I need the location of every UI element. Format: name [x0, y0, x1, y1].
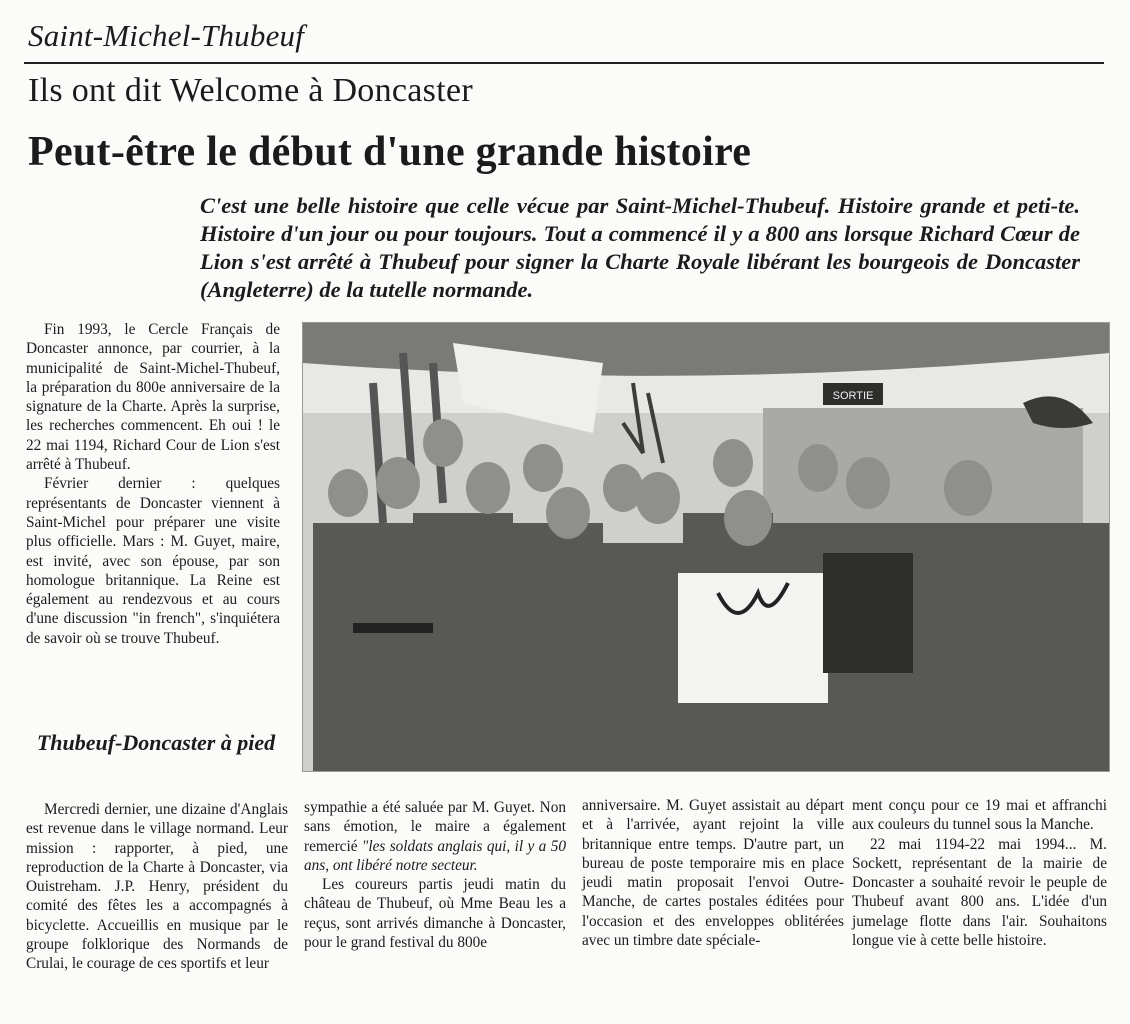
- column-1-bottom: [26, 800, 288, 974]
- headline: Peut-être le début d'une grande histoire: [28, 129, 752, 175]
- paragraph-wednesday: Mercredi dernier, une dizaine d'Anglais est revenue dans le village normand. Leur mission : rapporter, à pied, une reproduction de la Charte à Doncaster, via Ouistreham. J.P. Henry, président du comité des fêtes les a accompagnés à bicyclette. Accueillis en musique par le groupe folklorique des Normands de Crulai, le courage de ces sportifs et leur: [26, 801, 288, 973]
- column-1: [26, 320, 280, 648]
- paragraph-february: Février dernier : quelques représentants de Doncaster viennent à Saint-Michel pour préparer une visite plus officielle. Mars : M. Guyet, maire, est invité, avec son épouse, par son homologue britannique. La Reine est également au rendezvous et au cours d'une discussion "in french", s'inquiétera de savoir où se trouve Thubeuf.: [26, 475, 280, 647]
- column-3: [582, 796, 844, 950]
- section-subtitle: Thubeuf-Doncaster à pied: [36, 730, 276, 755]
- paragraph-tunnel: ment conçu pour ce 19 mai et affranchi aux couleurs du tunnel sous la Manche.: [852, 797, 1107, 834]
- paragraph-anniversary: anniversaire. M. Guyet assistait au départ et à l'arrivée, ayant rejoint la ville britannique entre temps. D'autre part, un bureau de poste temporaire mis en place jeudi matin proposait l'envoi Outre-Manche, de cartes postales éditées pour l'occasion et des enveloppes oblitérées avec un timbre date spéciale-: [582, 797, 844, 950]
- sortie-sign: SORTIE: [832, 390, 874, 402]
- text-sympathie: sympathie a été saluée par M. Guyet. Non sans émotion, le maire a également remercié: [304, 799, 566, 855]
- location-kicker: Saint-Michel-Thubeuf: [28, 18, 305, 53]
- paragraph-closing: 22 mai 1194-22 mai 1994... M. Sockett, représentant de la mairie de Doncaster a souhaité revoir le peuple de Thubeuf avant 800 ans. L'idée d'un jumelage flotte dans l'air. Souhaitons longue vie à cette belle histoire.: [852, 835, 1107, 950]
- column-4: [852, 796, 1107, 950]
- paragraph-runners: Les coureurs partis jeudi matin du château de Thubeuf, où Mme Beau les a reçus, sont arrivés dimanche à Doncaster, pour le grand festival du 800e: [304, 876, 566, 952]
- top-rule: [24, 62, 1104, 64]
- group-photo-illustration: [303, 323, 1109, 771]
- column-2: [304, 798, 566, 952]
- paragraph-intro: Fin 1993, le Cercle Français de Doncaster annonce, par courrier, à la municipalité de Saint-Michel-Thubeuf, la préparation du 800e anniversaire de la signature de la Charte. Après la surprise, les recherches commencent. Eh oui ! le 22 mai 1194, Richard Cour de Lion s'est arrêté à Thubeuf.: [26, 321, 280, 474]
- subheadline: Ils ont dit Welcome à Doncaster: [28, 72, 473, 109]
- paragraph-continuation: [304, 798, 566, 875]
- group-photo: [302, 322, 1110, 772]
- lede-paragraph: C'est une belle histoire que celle vécue par Saint-Michel-Thubeuf. Histoire grande et peti-te. Histoire d'un jour ou pour toujours. Tout a commencé il y a 800 ans lorsque Richard Cœur de Lion s'est arrêté à Thubeuf pour signer la Charte Royale libérant les bourgeois de Doncaster (Angleterre) de la tutelle normande.: [200, 193, 1080, 302]
- quote-soldats: "les soldats anglais qui, il y a 50 ans, ont libéré notre secteur.: [304, 837, 566, 874]
